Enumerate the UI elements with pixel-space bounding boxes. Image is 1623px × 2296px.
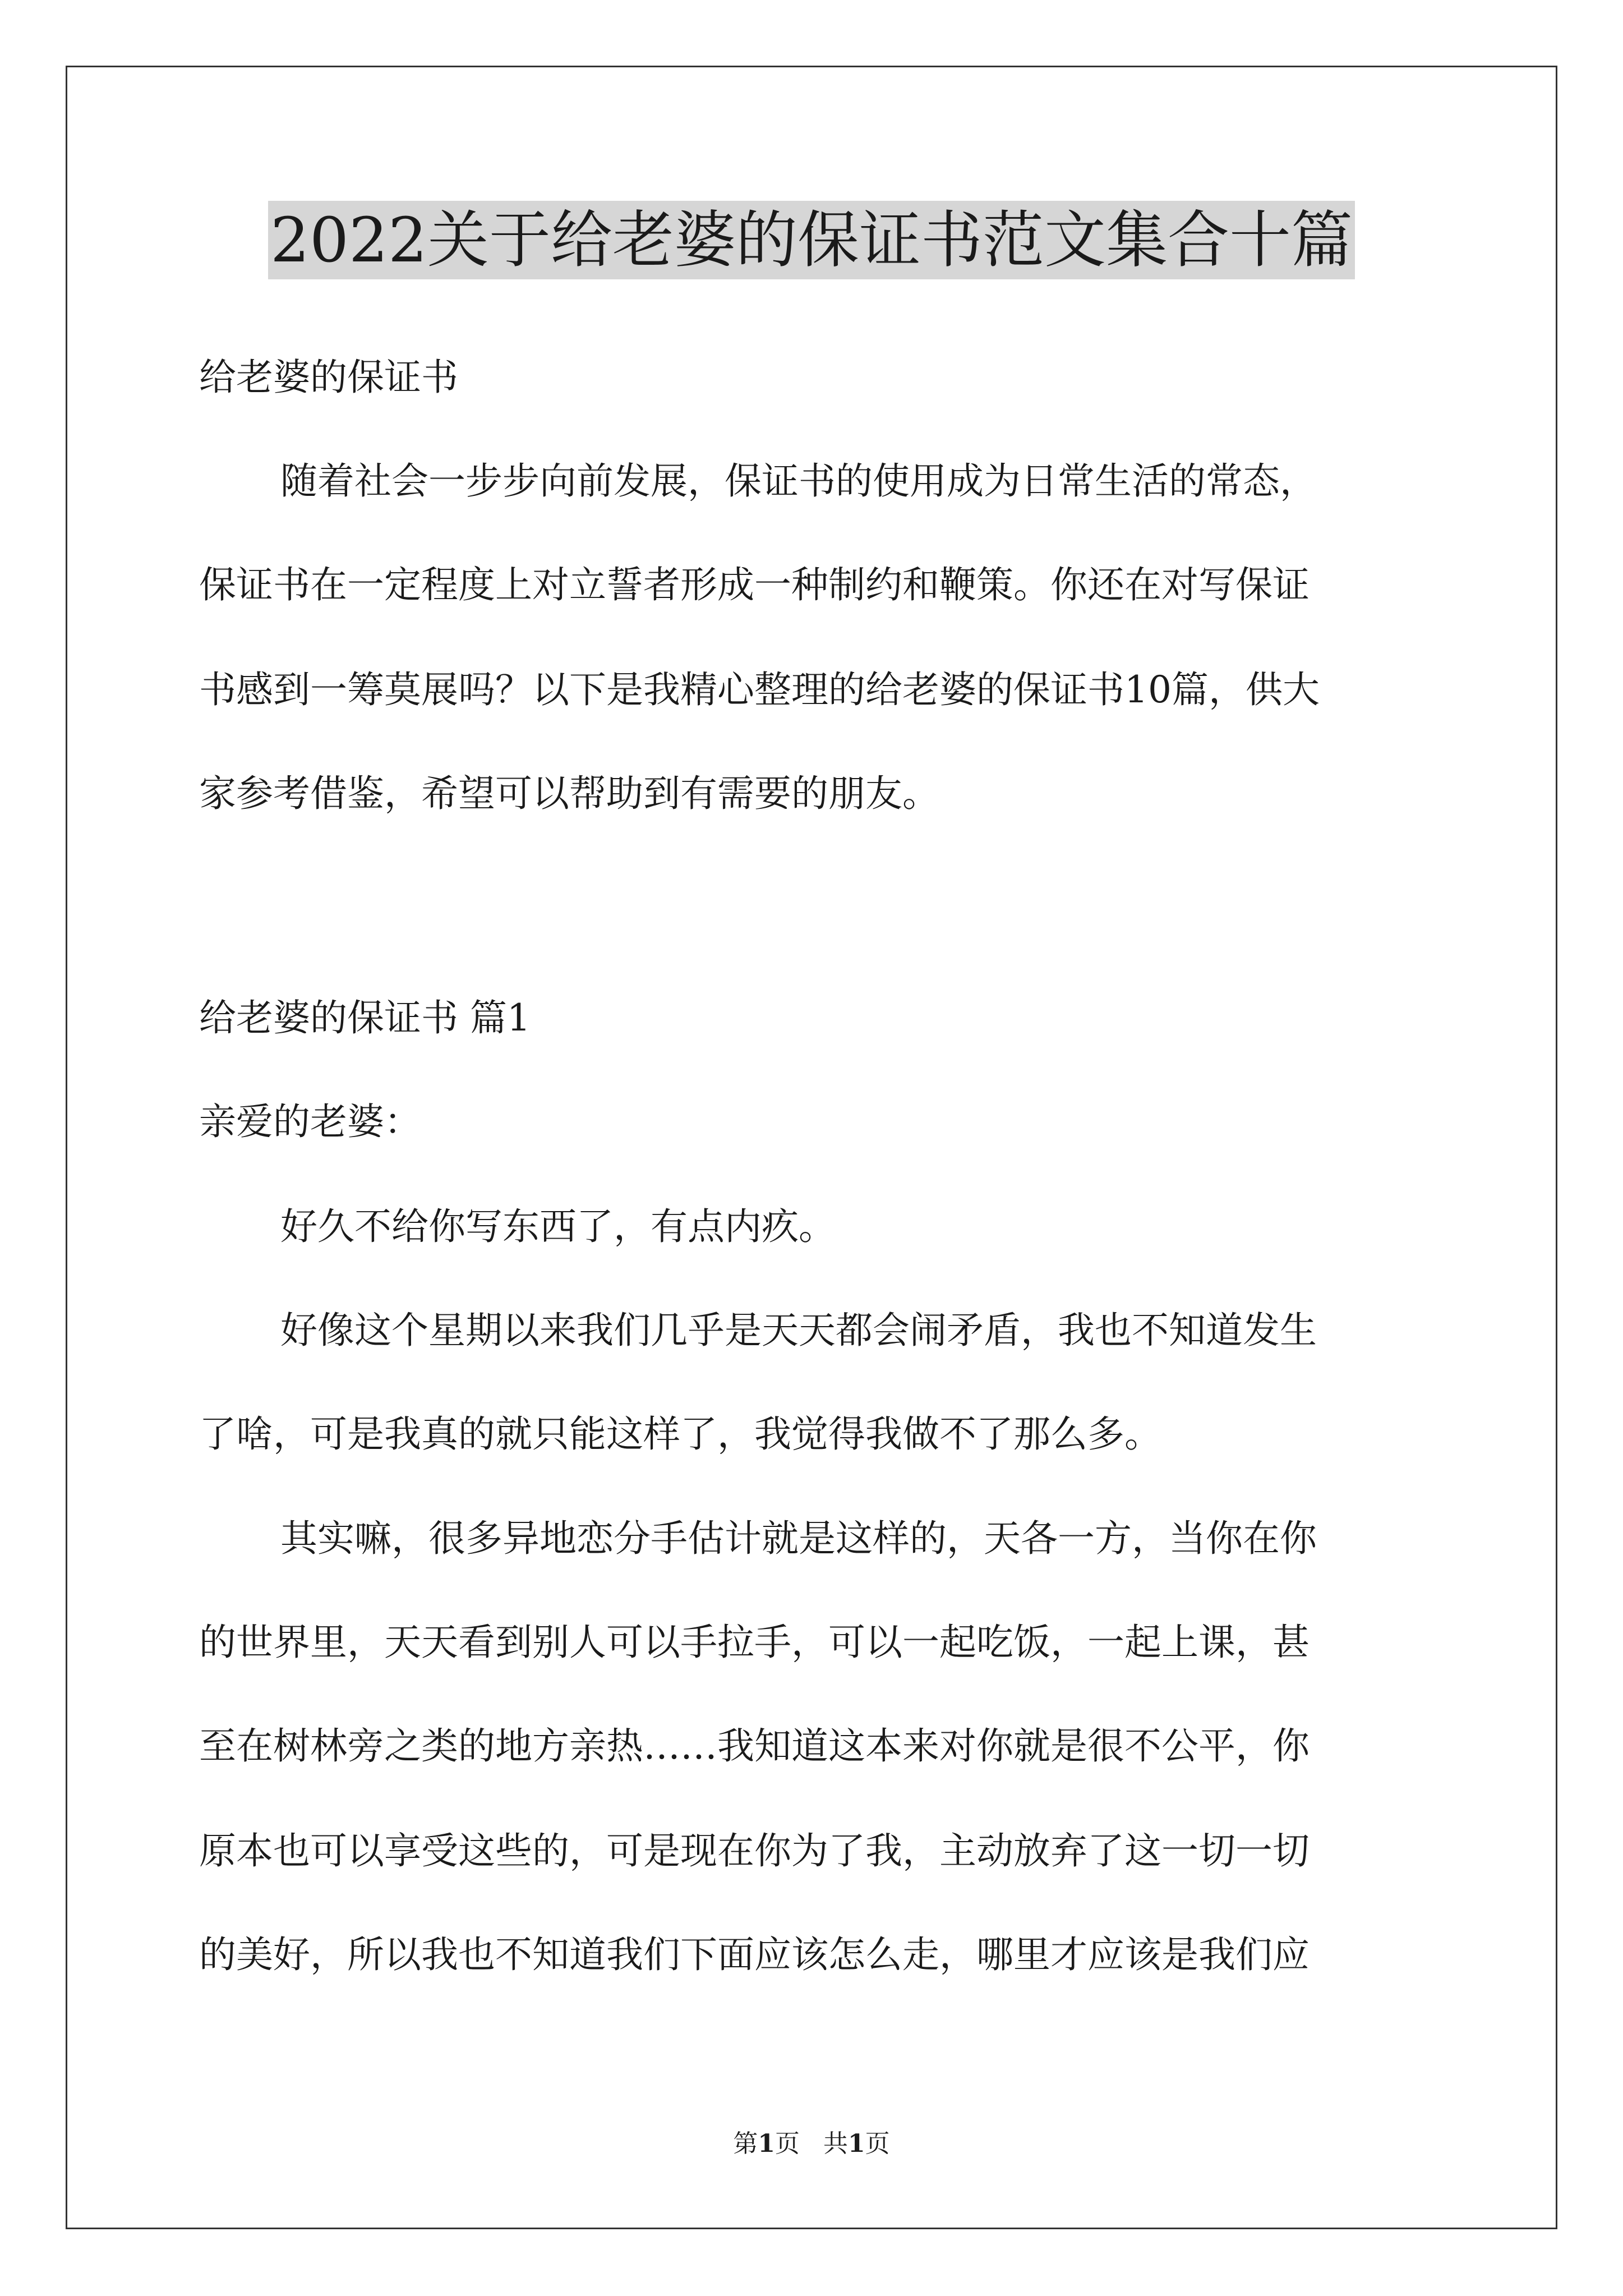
footer-page-suffix: 页 xyxy=(775,2129,800,2158)
body-line-4: 其实嘛，很多异地恋分手估计就是这样的，天各一方，当你在你 xyxy=(280,1517,1317,1560)
body-line-3: 了啥，可是我真的就只能这样了，我觉得我做不了那么多。 xyxy=(199,1412,1161,1456)
intro-line-4: 家参考借鉴，希望可以帮助到有需要的朋友。 xyxy=(199,772,939,815)
body-line-2: 好像这个星期以来我们几乎是天天都会闹矛盾，我也不知道发生 xyxy=(280,1309,1317,1352)
intro-line-1: 随着社会一步步向前发展，保证书的使用成为日常生活的常态， xyxy=(280,459,1317,503)
title-container xyxy=(0,201,1623,279)
body-line-7: 原本也可以享受这些的，可是现在你为了我，主动放弃了这一切一切 xyxy=(199,1829,1310,1872)
footer-page-number: 1 xyxy=(758,2129,776,2158)
intro-line-2: 保证书在一定程度上对立誓者形成一种制约和鞭策。你还在对写保证 xyxy=(199,563,1310,606)
footer-page-prefix: 第 xyxy=(733,2129,758,2158)
document-heading: 给老婆的保证书 xyxy=(199,356,458,399)
salutation: 亲爱的老婆： xyxy=(199,1100,421,1143)
body-line-8: 的美好，所以我也不知道我们下面应该怎么走，哪里才应该是我们应 xyxy=(199,1933,1310,1976)
intro-line-3: 书感到一筹莫展吗？以下是我精心整理的给老婆的保证书10篇，供大 xyxy=(199,668,1320,711)
footer-total-suffix: 页 xyxy=(865,2129,890,2158)
page-footer xyxy=(0,2127,1623,2161)
footer-total-number: 1 xyxy=(847,2129,865,2158)
section-title: 给老婆的保证书 篇1 xyxy=(199,996,531,1039)
document-title: 2022关于给老婆的保证书范文集合十篇 xyxy=(268,201,1355,279)
body-line-5: 的世界里，天天看到别人可以手拉手，可以一起吃饭，一起上课，甚 xyxy=(199,1621,1310,1664)
body-line-1: 好久不给你写东西了，有点内疚。 xyxy=(280,1205,836,1248)
footer-total-prefix: 共 xyxy=(823,2129,848,2158)
body-line-6: 至在树林旁之类的地方亲热……我知道这本来对你就是很不公平，你 xyxy=(199,1724,1310,1768)
